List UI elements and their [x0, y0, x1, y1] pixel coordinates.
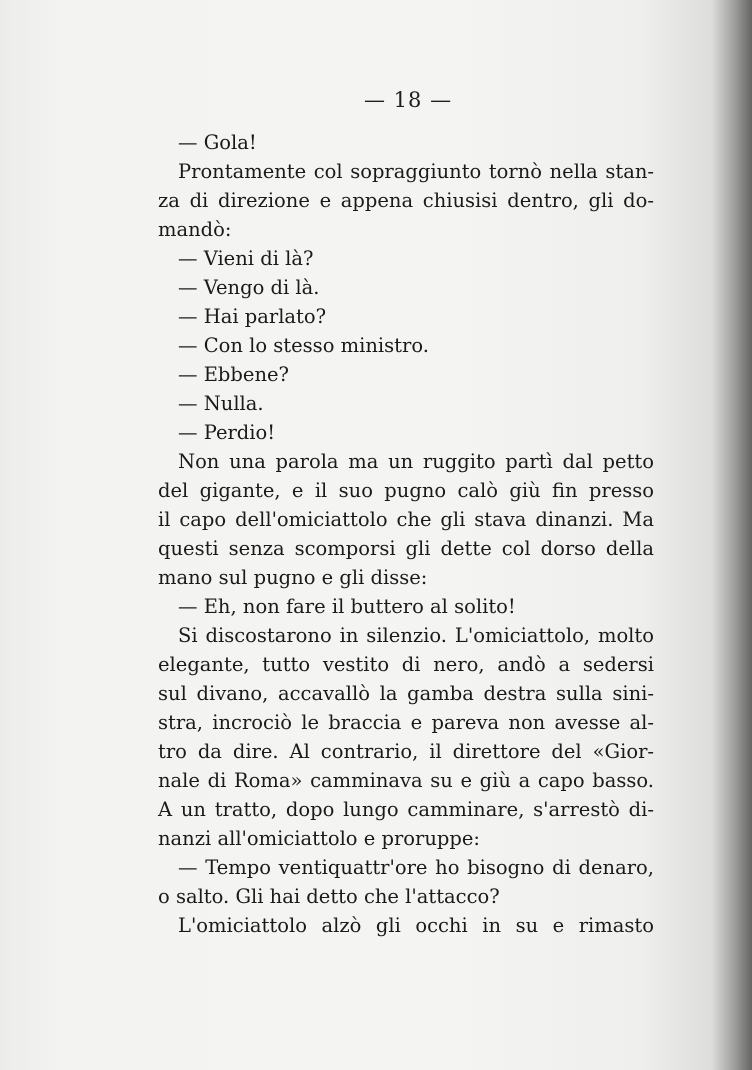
text-line: nanzi all'omiciattolo e proruppe:: [158, 827, 480, 850]
text-line: — Vieni di là?: [178, 247, 314, 270]
text-line: mano sul pugno e gli disse:: [158, 566, 428, 589]
text-line: — Con lo stesso ministro.: [178, 334, 429, 357]
text-line: sul divano, accavallò la gamba destra sulla sini-: [158, 682, 654, 705]
text-line: Si discostarono in silenzio. L'omiciattolo, molto: [178, 624, 654, 647]
text-line: A un tratto, dopo lungo camminare, s'arrestò di-: [158, 798, 654, 821]
text-line: L'omiciattolo alzò gli occhi in su e rimasto: [178, 914, 654, 937]
text-line: questi senza scomporsi gli dette col dorso della: [158, 537, 654, 560]
page-number: — 18 —: [364, 88, 453, 112]
text-line: — Eh, non fare il buttero al solito!: [178, 595, 516, 618]
text-line: — Perdio!: [178, 421, 276, 444]
text-line: Prontamente col sopraggiunto tornò nella stan-: [178, 160, 654, 183]
text-line: — Gola!: [178, 131, 257, 154]
text-line: Non una parola ma un ruggito partì dal petto: [178, 450, 654, 473]
text-line: — Nulla.: [178, 392, 264, 415]
text-line: il capo dell'omiciattolo che gli stava dinanzi. Ma: [158, 508, 654, 531]
text-line: stra, incrociò le braccia e pareva non avesse al-: [158, 711, 654, 734]
text-line: elegante, tutto vestito di nero, andò a sedersi: [158, 653, 654, 676]
text-line: — Tempo ventiquattr'ore ho bisogno di denaro,: [178, 856, 654, 879]
text-line: — Ebbene?: [178, 363, 289, 386]
page-binding-shadow: [712, 0, 752, 1070]
text-line: — Hai parlato?: [178, 305, 327, 328]
text-line: — Vengo di là.: [178, 276, 320, 299]
text-line: tro da dire. Al contrario, il direttore del «Gior-: [158, 740, 654, 763]
text-line: za di direzione e appena chiusisi dentro, gli do-: [158, 189, 654, 212]
text-line: del gigante, e il suo pugno calò giù fin presso: [158, 479, 654, 502]
text-line: mandò:: [158, 218, 232, 241]
text-line: o salto. Gli hai detto che l'attacco?: [158, 885, 500, 908]
body-text: [158, 128, 654, 940]
text-line: nale di Roma» camminava su e giù a capo basso.: [158, 769, 654, 792]
